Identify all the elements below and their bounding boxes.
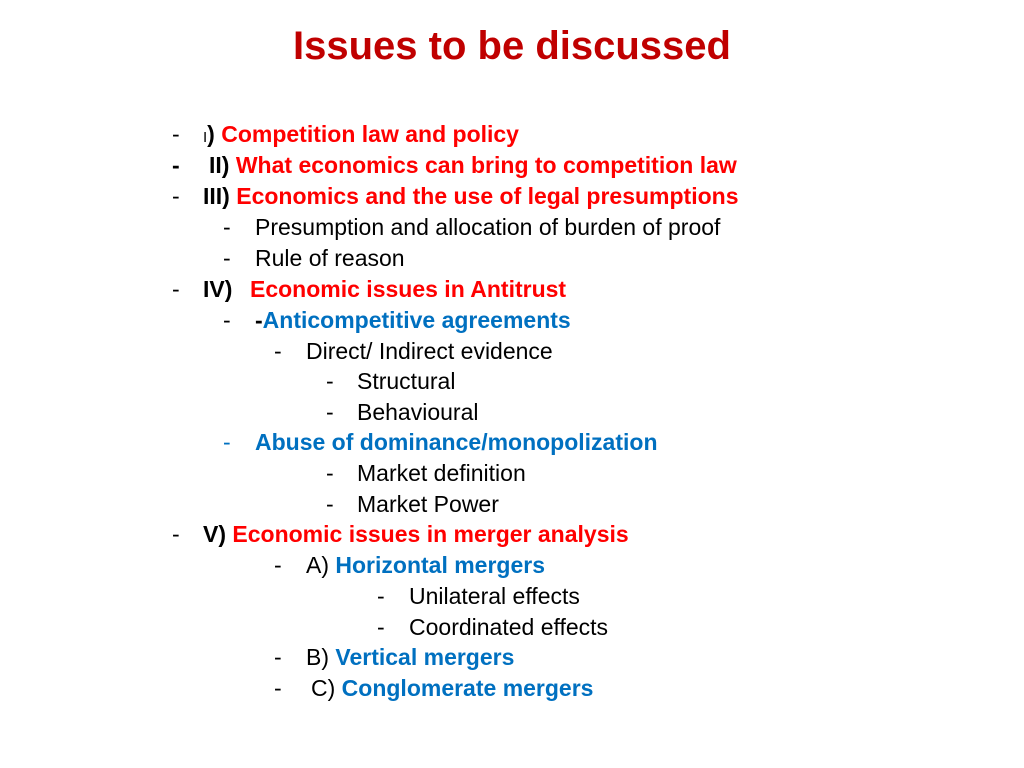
item-prefix-dash: - xyxy=(255,307,263,333)
item-label: Structural xyxy=(357,368,456,394)
bullet-dash: - xyxy=(172,152,180,178)
bullet-dash: - xyxy=(377,583,385,609)
item-number: III) xyxy=(203,183,230,209)
bullet-dash: - xyxy=(223,245,231,271)
item-number: II) xyxy=(209,152,230,178)
item-label: Economic issues in Antitrust xyxy=(250,276,567,302)
bullet-dash: - xyxy=(274,644,282,670)
item-5b-text xyxy=(306,642,514,673)
bullet-dash: - xyxy=(172,276,180,302)
item-label: Unilateral effects xyxy=(409,583,580,609)
item-number: IV) xyxy=(203,276,233,302)
item-label: Market Power xyxy=(357,491,499,517)
bullet-dash: - xyxy=(326,368,334,394)
item-1-text xyxy=(203,119,519,153)
item-2-text xyxy=(209,150,737,181)
bullet-dash: - xyxy=(223,214,231,240)
bullet-dash: - xyxy=(223,429,231,455)
bullet-dash: - xyxy=(326,491,334,517)
item-number: C) xyxy=(311,675,336,701)
item-label: What economics can bring to competition law xyxy=(229,152,737,178)
bullet-dash: - xyxy=(172,121,180,147)
bullet-dash: - xyxy=(172,521,180,547)
bullet-dash: - xyxy=(326,460,334,486)
bullet-dash: - xyxy=(223,307,231,333)
item-number-paren: ) xyxy=(207,121,215,147)
item-label: Conglomerate mergers xyxy=(335,675,594,701)
slide-title: Issues to be discussed xyxy=(293,24,731,68)
bullet-dash: - xyxy=(326,399,334,425)
item-5c-text xyxy=(311,673,593,704)
bullet-dash: - xyxy=(172,183,180,209)
item-label: Competition law and policy xyxy=(214,121,519,147)
item-label: Horizontal mergers xyxy=(329,552,545,578)
item-3-text xyxy=(203,181,739,212)
item-label: Economics and the use of legal presumptions xyxy=(229,183,739,209)
bullet-dash: - xyxy=(377,614,385,640)
item-number: B) xyxy=(306,644,329,670)
item-label: Coordinated effects xyxy=(409,614,609,640)
bullet-dash: - xyxy=(274,675,282,701)
item-label: Anticompetitive agreements xyxy=(262,307,571,333)
item-label: Behavioural xyxy=(357,399,479,425)
item-number: I xyxy=(203,129,208,146)
item-label: Economic issues in merger analysis xyxy=(226,521,629,547)
item-label: Presumption and allocation of burden of proof xyxy=(255,214,721,240)
item-number: A) xyxy=(306,552,329,578)
item-4a-text xyxy=(255,305,571,336)
bullet-dash: - xyxy=(274,338,282,364)
item-label: Abuse of dominance/monopolization xyxy=(255,429,658,455)
item-label: Rule of reason xyxy=(255,245,405,271)
bullet-dash: - xyxy=(274,552,282,578)
item-5-text xyxy=(203,519,629,550)
item-5a-text xyxy=(306,550,545,581)
item-label: Direct/ Indirect evidence xyxy=(306,338,553,364)
item-label: Market definition xyxy=(357,460,526,486)
item-number: V) xyxy=(203,521,226,547)
item-label: Vertical mergers xyxy=(329,644,515,670)
